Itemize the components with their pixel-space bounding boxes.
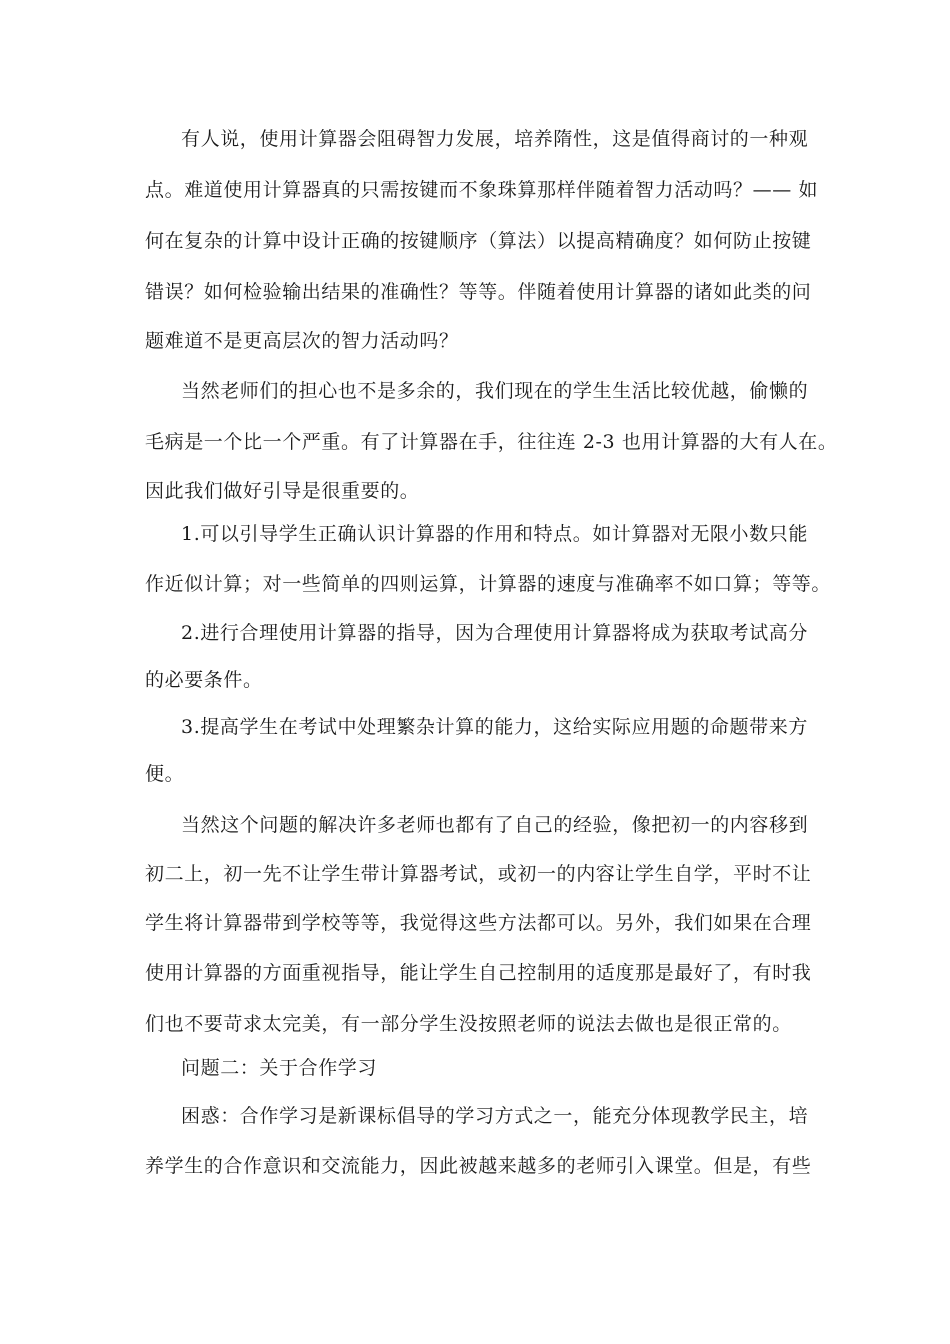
text-line: 因此我们做好引导是很重要的。 [145,480,420,502]
text-line: 当然这个问题的解决许多老师也都有了自己的经验，像把初一的内容移到 [181,814,809,836]
text-line: 点。难道使用计算器真的只需按键而不象珠算那样伴随着智力活动吗？—— 如 [145,179,819,201]
section-heading: 问题二：关于合作学习 [181,1057,378,1079]
list-item-3: 3.提高学生在考试中处理繁杂计算的能力，这给实际应用题的命题带来方 [181,716,808,738]
text-line: 错误？如何检验输出结果的准确性？等等。伴随着使用计算器的诸如此类的问 [145,281,812,303]
list-item-2: 2.进行合理使用计算器的指导，因为合理使用计算器将成为获取考试高分 [181,622,808,644]
text-line: 养学生的合作意识和交流能力，因此被越来越多的老师引入课堂。但是，有些 [145,1155,812,1177]
text-line: 初二上，初一先不让学生带计算器考试，或初一的内容让学生自学，平时不让 [145,863,812,885]
text-line: 学生将计算器带到学校等等，我觉得这些方法都可以。另外，我们如果在合理 [145,912,812,934]
text-line: 困惑：合作学习是新课标倡导的学习方式之一，能充分体现教学民主，培 [181,1105,809,1127]
text-line: 何在复杂的计算中设计正确的按键顺序（算法）以提高精确度？如何防止按键 [145,230,812,252]
text-line: 毛病是一个比一个严重。有了计算器在手，往往连 2-3 也用计算器的大有人在。 [145,431,838,453]
text-line: 的必要条件。 [145,669,263,691]
text-line: 便。 [145,763,185,785]
text-line: 使用计算器的方面重视指导，能让学生自己控制用的适度那是最好了，有时我 [145,962,812,984]
text-line: 题难道不是更高层次的智力活动吗？ [145,330,459,352]
text-line: 作近似计算；对一些简单的四则运算，计算器的速度与准确率不如口算；等等。 [145,573,832,595]
text-line: 们也不要苛求太完美，有一部分学生没按照老师的说法去做也是很正常的。 [145,1013,792,1035]
list-item-1: 1.可以引导学生正确认识计算器的作用和特点。如计算器对无限小数只能 [181,523,808,545]
text-line: 有人说，使用计算器会阻碍智力发展，培养隋性，这是值得商讨的一种观 [181,128,809,150]
text-line: 当然老师们的担心也不是多余的，我们现在的学生生活比较优越，偷懒的 [181,380,809,402]
